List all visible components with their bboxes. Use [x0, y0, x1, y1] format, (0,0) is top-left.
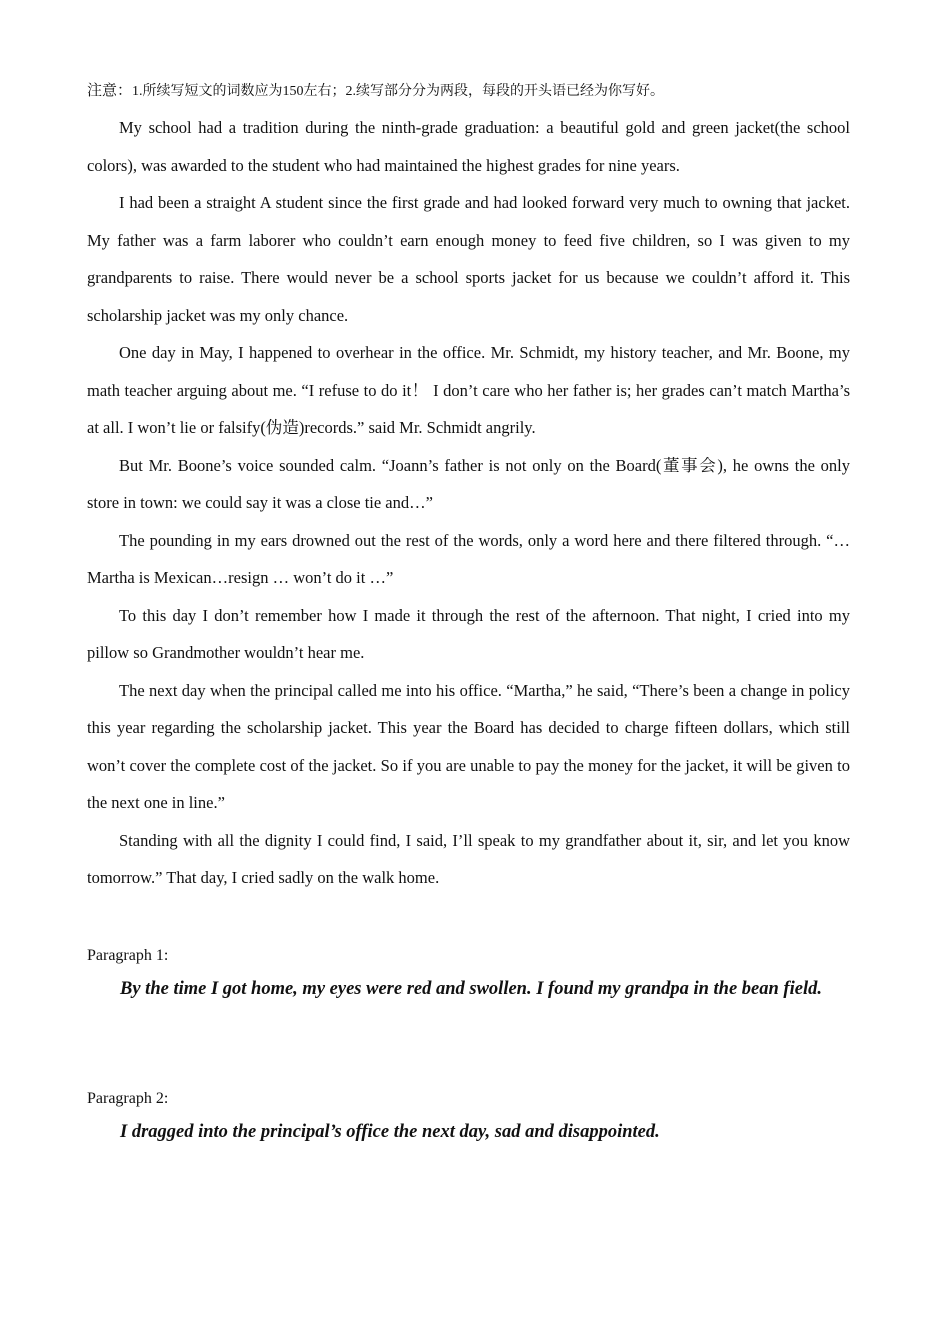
paragraph-2-opening: I dragged into the principal’s office the next day, sad and disappointed.	[120, 1121, 660, 1142]
paragraph-1-opening: By the time I got home, my eyes were red and swollen. I found my grandpa in the bean field.	[120, 978, 822, 999]
paragraph-2-label: Paragraph 2:	[87, 1089, 169, 1107]
instruction-note	[87, 80, 850, 103]
story-paragraph-8: Standing with all the dignity I could find, I said, I’ll speak to my grandfather about it, sir, and let you know tomorrow.” That day, I cried sadly on the walk home.	[87, 830, 850, 887]
spacer	[87, 967, 850, 975]
spacer	[87, 1110, 850, 1118]
spacer	[87, 897, 850, 945]
note-text: 1.所续写短文的词数应为150左右；2.续写部分分为两段，每段的开头语已经为你写好。	[132, 84, 665, 99]
story-paragraph-4: But Mr. Boone’s voice sounded calm. “Joann’s father is not only on the Board(董事会), he owns the only store in town: we could say it was a close tie and…”	[87, 455, 850, 512]
paragraph-1-label: Paragraph 1:	[87, 946, 169, 964]
story-paragraph-6: To this day I don’t remember how I made it through the rest of the afternoon. That night, I cried into my pillow so Grandmother wouldn’t hear me.	[87, 605, 850, 662]
story-paragraph-1: My school had a tradition during the ninth-grade graduation: a beautiful gold and green jacket(the school colors), was awarded to the student who had maintained the highest grades for nine years.	[87, 118, 850, 175]
story-paragraph-3: One day in May, I happened to overhear in the office. Mr. Schmidt, my history teacher, and Mr. Boone, my math teacher arguing about me. “I refuse to do it！ I don’t care who her father is; her grades can’t match Martha’s at all. I won’t lie or falsify(伪造)records.” said Mr. Schmidt angrily.	[87, 343, 850, 437]
story-paragraph-5: The pounding in my ears drowned out the rest of the words, only a word here and there filtered through. “…Martha is Mexican…resign … won’t do it …”	[87, 530, 850, 587]
document-page	[87, 80, 850, 1146]
story-paragraph-2: I had been a straight A student since the first grade and had looked forward very much to owning that jacket. My father was a farm laborer who couldn’t earn enough money to feed five children, so I was given to my grandparents to raise. There would never be a school sports jacket for us because we couldn’t afford it. This scholarship jacket was my only chance.	[87, 193, 850, 325]
spacer	[87, 1003, 850, 1088]
story-paragraph-7: The next day when the principal called me into his office. “Martha,” he said, “There’s been a change in policy this year regarding the scholarship jacket. This year the Board has decided to charge fifteen dollars, which still won’t cover the complete cost of the jacket. So if you are unable to pay the money for the jacket, it will be given to the next one in line.”	[87, 680, 850, 812]
note-label: 注意：	[87, 83, 133, 99]
